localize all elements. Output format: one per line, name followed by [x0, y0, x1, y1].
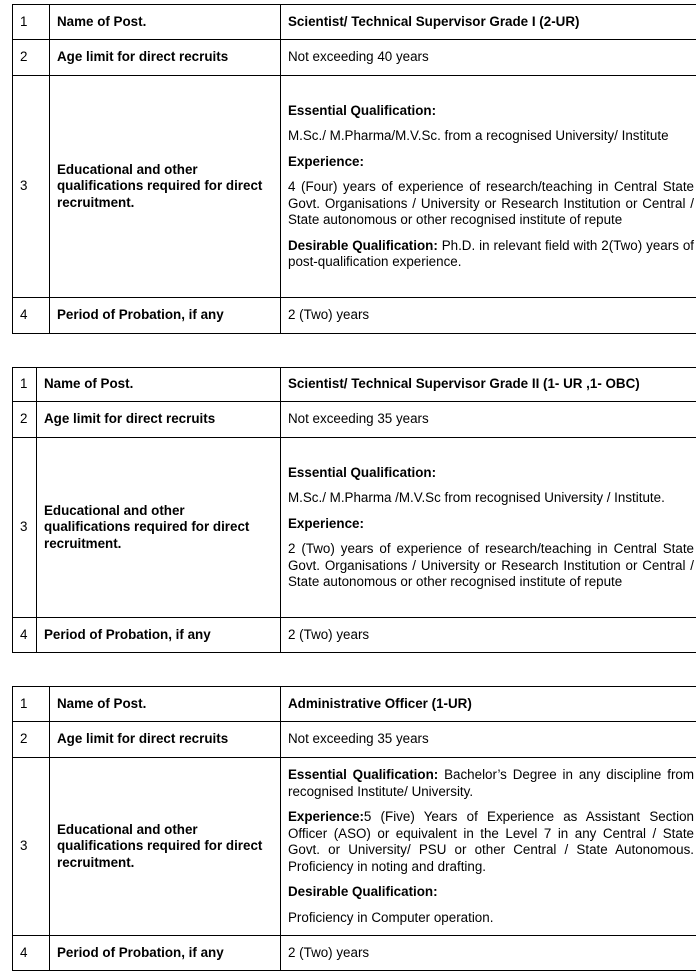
experience-text: 4 (Four) years of experience of research/teaching in Central State Govt. Organisations / University or Research Institution or Central / State autonomous or other recognised institute of repute — [288, 179, 694, 227]
post-table-scientist-grade-2 — [12, 367, 696, 653]
post-table-scientist-grade-1 — [12, 4, 696, 334]
row-label: Name of Post. — [50, 5, 281, 40]
table-row — [13, 298, 696, 334]
post-name: Scientist/ Technical Supervisor Grade II (1- UR ,1- OBC) — [281, 368, 696, 402]
essential-heading: Essential Qualification: — [288, 102, 437, 118]
post-name: Administrative Officer (1-UR) — [281, 687, 696, 722]
age-limit: Not exceeding 40 years — [281, 40, 696, 76]
table-row — [13, 76, 696, 298]
probation-period: 2 (Two) years — [281, 298, 696, 334]
row-label: Educational and other qualifications required for direct recruitment. — [37, 438, 281, 618]
qualifications-cell — [281, 758, 696, 936]
experience-heading: Experience: — [288, 153, 364, 169]
row-label: Period of Probation, if any — [37, 618, 281, 653]
row-number: 3 — [13, 438, 37, 618]
experience-heading: Experience: — [288, 515, 364, 531]
row-number: 3 — [13, 76, 50, 298]
experience-heading: Experience: — [288, 809, 364, 824]
table-row — [13, 5, 696, 40]
row-label: Age limit for direct recruits — [50, 722, 281, 758]
experience-text: 5 (Five) Years of Experience as Assistant Section Officer (ASO) or equivalent in the Level 7 in any Central / State Govt. or University/ PSU or other Central / State Autonomous. Proficiency in noting and drafting. — [288, 809, 694, 874]
age-limit: Not exceeding 35 years — [281, 722, 696, 758]
essential-text: Bachelor’s Degree in any discipline from recognised Institute/ University. — [288, 767, 695, 799]
table-row — [13, 618, 696, 653]
row-label: Period of Probation, if any — [50, 936, 281, 971]
qualifications-cell — [281, 438, 696, 618]
table-row — [13, 936, 696, 971]
row-number: 4 — [13, 298, 50, 334]
row-label: Name of Post. — [50, 687, 281, 722]
row-number: 1 — [13, 5, 50, 40]
row-number: 1 — [13, 368, 37, 402]
row-number: 2 — [13, 722, 50, 758]
row-number: 3 — [13, 758, 50, 936]
essential-text: M.Sc./ M.Pharma/M.V.Sc. from a recognised University/ Institute — [288, 128, 669, 143]
row-number: 2 — [13, 402, 37, 438]
essential-text: M.Sc./ M.Pharma /M.V.Sc from recognised University / Institute. — [288, 490, 665, 505]
experience-text: 2 (Two) years of experience of research/teaching in Central State Govt. Organisations / University or Research Institution or Central / State autonomous or other recognised institute of repute — [288, 541, 694, 589]
desirable-heading: Desirable Qualification: — [288, 237, 438, 253]
essential-heading: Essential Qualification: — [288, 767, 439, 782]
desirable-heading: Desirable Qualification: — [288, 884, 438, 899]
row-label: Age limit for direct recruits — [37, 402, 281, 438]
probation-period: 2 (Two) years — [281, 618, 696, 653]
row-number: 4 — [13, 618, 37, 653]
row-label: Educational and other qualifications required for direct recruitment. — [50, 758, 281, 936]
row-label: Educational and other qualifications required for direct recruitment. — [50, 76, 281, 298]
table-row — [13, 758, 696, 936]
row-label: Age limit for direct recruits — [50, 40, 281, 76]
probation-period: 2 (Two) years — [281, 936, 696, 971]
row-number: 1 — [13, 687, 50, 722]
desirable-text: Ph.D. in relevant field with 2(Two) years of post-qualification experience. — [288, 237, 694, 269]
row-number: 2 — [13, 40, 50, 76]
post-name: Scientist/ Technical Supervisor Grade I (2-UR) — [281, 5, 696, 40]
table-row — [13, 40, 696, 76]
table-row — [13, 438, 696, 618]
table-row — [13, 402, 696, 438]
qualifications-cell — [281, 76, 696, 298]
essential-heading: Essential Qualification: — [288, 464, 437, 480]
table-row — [13, 368, 696, 402]
table-row — [13, 722, 696, 758]
table-row — [13, 687, 696, 722]
desirable-text: Proficiency in Computer operation. — [288, 909, 494, 925]
row-label: Name of Post. — [37, 368, 281, 402]
post-table-administrative-officer — [12, 686, 696, 971]
age-limit: Not exceeding 35 years — [281, 402, 696, 438]
row-label: Period of Probation, if any — [50, 298, 281, 334]
row-number: 4 — [13, 936, 50, 971]
